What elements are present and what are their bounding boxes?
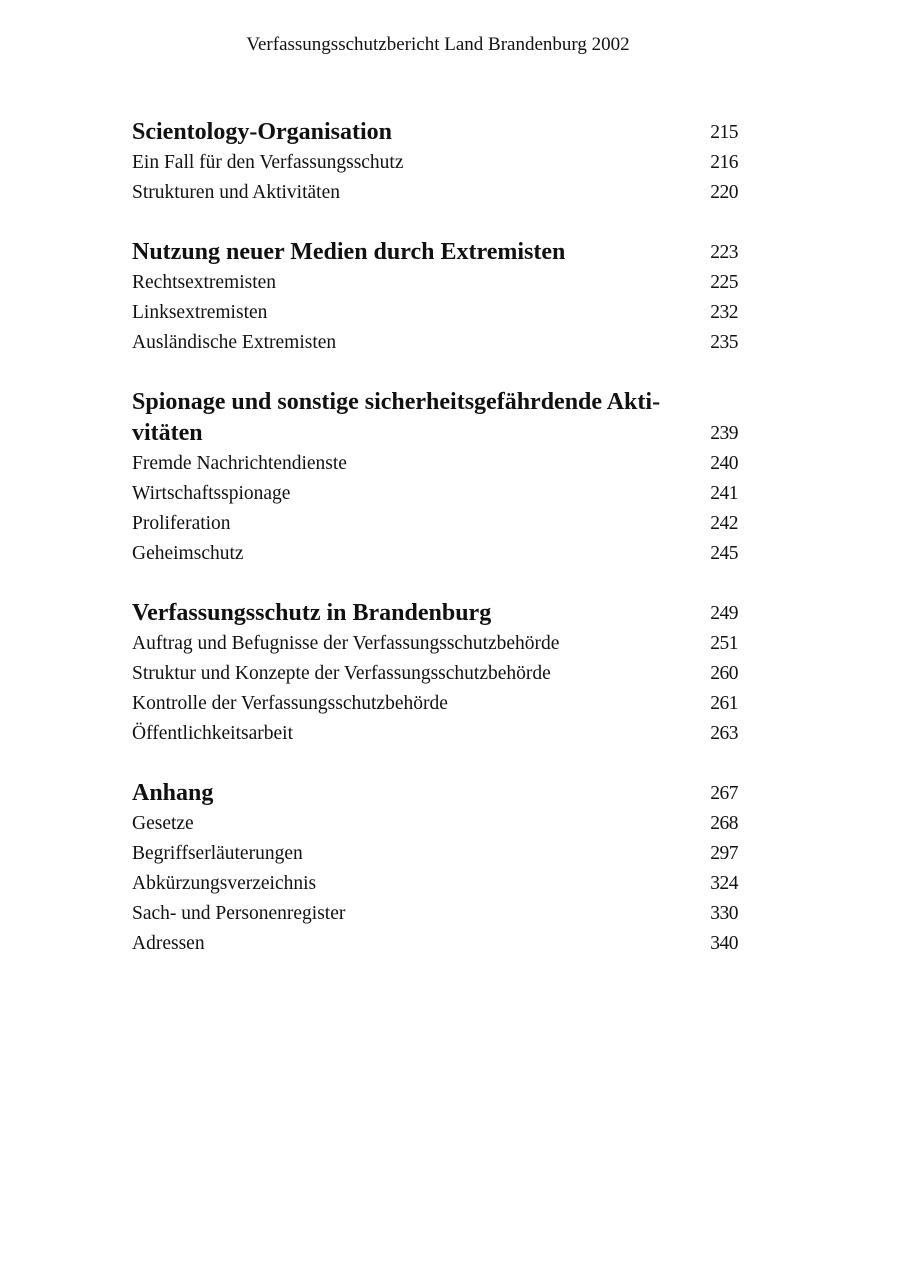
toc-entry-title: Adressen: [132, 933, 205, 954]
toc-entry-page: 340: [710, 933, 738, 954]
toc-heading-page: 267: [710, 783, 738, 804]
toc-entry-title: Geheimschutz: [132, 543, 244, 564]
toc-entry-page: 242: [710, 513, 738, 534]
toc-heading-line: [132, 418, 738, 449]
toc-entry: [132, 929, 738, 959]
toc-entry: [132, 869, 738, 899]
toc-heading-title: Verfassungsschutz in Brandenburg: [132, 600, 492, 626]
toc-entry-title: Kontrolle der Verfassungsschutzbehörde: [132, 693, 448, 714]
toc-heading-page: 215: [710, 122, 738, 143]
toc-entry-page: 261: [710, 693, 738, 714]
toc-section-verfassungsschutz: [132, 598, 738, 749]
toc-entry-title: Ein Fall für den Verfassungsschutz: [132, 152, 404, 173]
toc-entry: [132, 178, 738, 208]
toc-heading: [132, 237, 738, 268]
toc-entry-title: Abkürzungsverzeichnis: [132, 873, 317, 894]
toc-entry-title: Struktur und Konzepte der Verfassungsschutzbehörde: [132, 663, 551, 684]
toc-heading: [132, 117, 738, 148]
toc-entry: [132, 689, 738, 719]
toc-entry-page: 297: [710, 843, 738, 864]
toc-entry-page: 263: [710, 723, 738, 744]
toc-entry-page: 260: [710, 663, 738, 684]
toc-heading-title-cont: vitäten: [132, 420, 203, 446]
toc-entry: [132, 659, 738, 689]
toc-entry: [132, 809, 738, 839]
toc-heading: [132, 598, 738, 629]
toc-heading-line: [132, 387, 738, 418]
toc-entry-title: Auftrag und Befugnisse der Verfassungsschutzbehörde: [132, 633, 560, 654]
running-header: Verfassungsschutzbericht Land Brandenburg 2002: [246, 34, 630, 55]
toc-entry-page: 330: [710, 903, 738, 924]
toc-entry: [132, 899, 738, 929]
toc-entry: [132, 449, 738, 479]
toc-entry: [132, 328, 738, 358]
toc-entry-title: Gesetze: [132, 813, 194, 834]
toc-heading-page: 223: [710, 242, 738, 263]
toc-entry-title: Linksextremisten: [132, 302, 268, 323]
toc-entry-page: 232: [710, 302, 738, 323]
toc-section-scientology: [132, 117, 738, 208]
toc-entry: [132, 268, 738, 298]
toc-heading-page: 249: [710, 603, 738, 624]
toc-entry-title: Strukturen und Aktivitäten: [132, 182, 340, 203]
toc-entry: [132, 539, 738, 569]
toc-entry-title: Wirtschaftsspionage: [132, 483, 291, 504]
toc-section-spionage: [132, 387, 738, 569]
toc-entry-title: Ausländische Extremisten: [132, 332, 337, 353]
toc-entry-page: 225: [710, 272, 738, 293]
toc-entry-title: Öffentlichkeitsarbeit: [132, 723, 293, 744]
toc-entry-page: 220: [710, 182, 738, 203]
toc-entry: [132, 629, 738, 659]
toc-entry-page: 235: [710, 332, 738, 353]
toc-heading: [132, 778, 738, 809]
toc-heading-title: Scientology-Organisation: [132, 119, 393, 145]
toc-entry: [132, 839, 738, 869]
table-of-contents: [132, 117, 738, 988]
toc-entry-title: Begriffserläuterungen: [132, 843, 303, 864]
toc-entry-page: 251: [710, 633, 738, 654]
toc-heading-title: Nutzung neuer Medien durch Extremisten: [132, 239, 566, 265]
toc-entry: [132, 298, 738, 328]
toc-entry-page: 245: [710, 543, 738, 564]
toc-entry: [132, 148, 738, 178]
toc-entry: [132, 479, 738, 509]
toc-heading-page: 239: [710, 423, 738, 444]
toc-entry: [132, 719, 738, 749]
toc-heading-title: Anhang: [132, 780, 214, 806]
toc-section-anhang: [132, 778, 738, 959]
toc-entry-page: 268: [710, 813, 738, 834]
toc-entry-page: 240: [710, 453, 738, 474]
toc-entry-page: 241: [710, 483, 738, 504]
toc-entry-title: Rechtsextremisten: [132, 272, 277, 293]
toc-entry: [132, 509, 738, 539]
toc-section-neue-medien: [132, 237, 738, 358]
toc-entry-page: 216: [710, 152, 738, 173]
toc-heading-title: Spionage und sonstige sicherheitsgefährdende Akti-: [132, 389, 661, 415]
toc-entry-title: Proliferation: [132, 513, 231, 534]
toc-entry-title: Fremde Nachrichtendienste: [132, 453, 347, 474]
toc-entry-page: 324: [710, 873, 738, 894]
toc-entry-title: Sach- und Personenregister: [132, 903, 346, 924]
